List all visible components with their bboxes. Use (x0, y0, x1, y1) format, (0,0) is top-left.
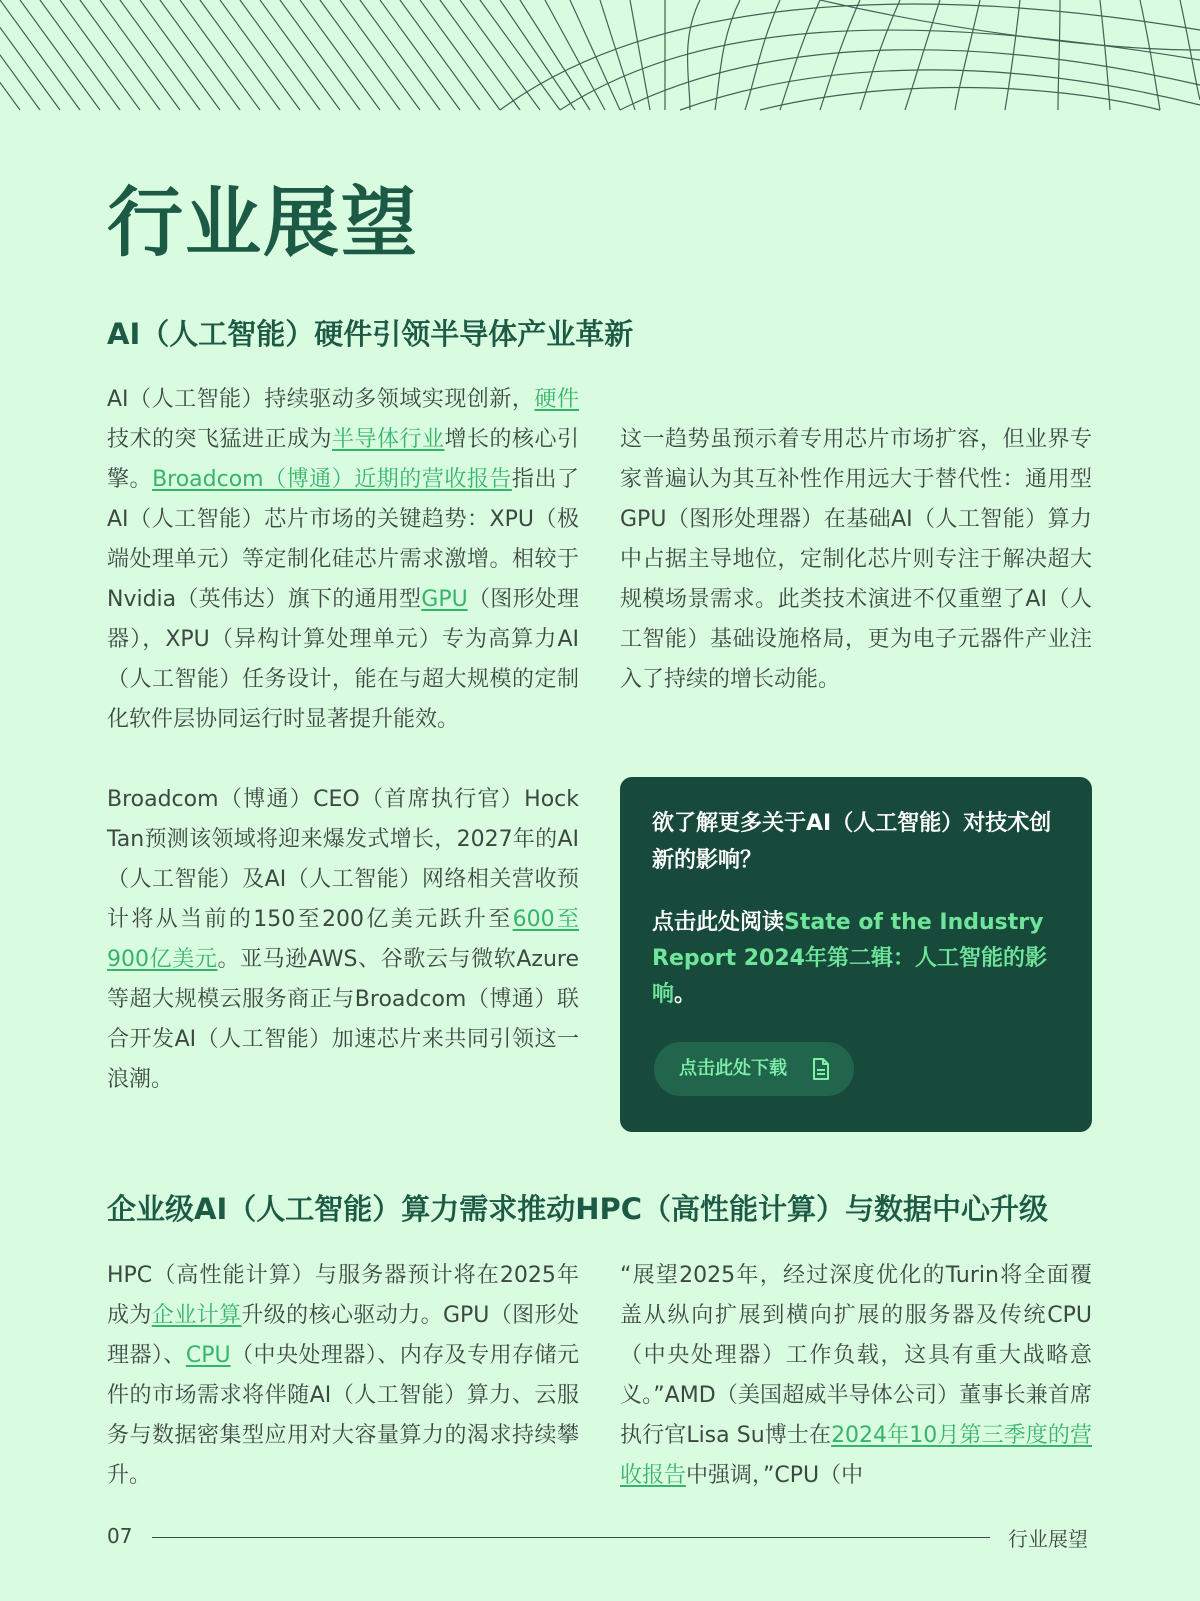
section1-left-column (107, 380, 579, 1100)
page-number: 07 (107, 1524, 133, 1548)
download-button-label: 点击此处下载 (679, 1058, 787, 1079)
section2-right-paragraph: “展望2025年，经过深度优化的Turin将全面覆盖从纵向扩展到横向扩展的服务器及传统CPU（中央处理器）工作负载，这具有重大战略意义。”AMD（美国超威半导体公司）董事长兼首席执行官Lisa Su博士在2024年10月第三季度的营收报告中强调，”CPU（中 (620, 1263, 1092, 1488)
section2-right-column (620, 1256, 1092, 1488)
callout-cta-text: 点击此处阅读State of the Industry Report 2024年第二辑：人工智能的影响。 (652, 910, 1047, 1007)
decorative-line-pattern (0, 0, 1200, 110)
link-hardware[interactable]: 硬件 (534, 387, 579, 412)
link-semiconductor-industry[interactable]: 半导体行业 (331, 427, 445, 452)
callout-box (620, 777, 1092, 1132)
section1-paragraph-2: Broadcom（博通）CEO（首席执行官）Hock Tan预测该领域将迎来爆发式增长，2027年的AI（人工智能）及AI（人工智能）网络相关营收预计将从当前的150至200亿美元跃升至600至900亿美元。亚马逊AWS、谷歌云与微软Azure等超大规模云服务商正与Broadcom（博通）联合开发AI（人工智能）加速芯片来共同引领这一浪潮。 (107, 787, 580, 1092)
link-cpu[interactable]: CPU (185, 1343, 231, 1368)
footer-section-title: 行业展望 (1008, 1527, 1088, 1551)
link-state-of-industry-report[interactable]: State of the Industry Report 2024年第二辑：人工智能的影响 (652, 910, 1047, 1007)
link-gpu[interactable]: GPU (421, 587, 468, 612)
document-icon (812, 1058, 830, 1080)
section1-right-column (620, 420, 1092, 700)
section-heading-ai-hardware: AI（人工智能）硬件引领半导体产业革新 (107, 317, 634, 351)
link-enterprise-computing[interactable]: 企业计算 (151, 1303, 242, 1328)
page-title: 行业展望 (107, 178, 419, 267)
section2-left-paragraph: HPC（高性能计算）与服务器预计将在2025年成为企业计算升级的核心驱动力。GPU（图形处理器）、CPU（中央处理器）、内存及专用存储元件的市场需求将伴随AI（人工智能）算力、云服务与数据密集型应用对大容量算力的渴求持续攀升。 (107, 1263, 579, 1488)
link-broadcom-earnings-report[interactable]: Broadcom（博通）近期的营收报告 (152, 467, 512, 492)
section-heading-enterprise-hpc: 企业级AI（人工智能）算力需求推动HPC（高性能计算）与数据中心升级 (107, 1192, 1049, 1226)
footer-divider (152, 1537, 990, 1538)
link-60-90-billion[interactable]: 600至900亿美元 (107, 907, 579, 972)
section2-left-column (107, 1256, 579, 1496)
callout-question: 欲了解更多关于AI（人工智能）对技术创新的影响？ (652, 811, 1052, 873)
section1-paragraph-1: AI（人工智能）持续驱动多领域实现创新，硬件技术的突飞猛进正成为半导体行业增长的核心引擎。Broadcom（博通）近期的营收报告指出了AI（人工智能）芯片市场的关键趋势：XPU（极端处理单元）等定制化硅芯片需求激增。相较于Nvidia（英伟达）旗下的通用型GPU（图形处理器），XPU（异构计算处理单元）专为高算力AI（人工智能）任务设计，能在与超大规模的定制化软件层协同运行时显著提升能效。 (107, 387, 579, 732)
section1-right-paragraph: 这一趋势虽预示着专用芯片市场扩容，但业界专家普遍认为其互补性作用远大于替代性：通用型GPU（图形处理器）在基础AI（人工智能）算力中占据主导地位，定制化芯片则专注于解决超大规模场景需求。此类技术演进不仅重塑了AI（人工智能）基础设施格局，更为电子元器件产业注入了持续的增长动能。 (620, 427, 1092, 692)
link-amd-q3-earnings-report[interactable]: 2024年10月第三季度的营收报告 (620, 1423, 1092, 1488)
download-button[interactable] (654, 1042, 854, 1096)
